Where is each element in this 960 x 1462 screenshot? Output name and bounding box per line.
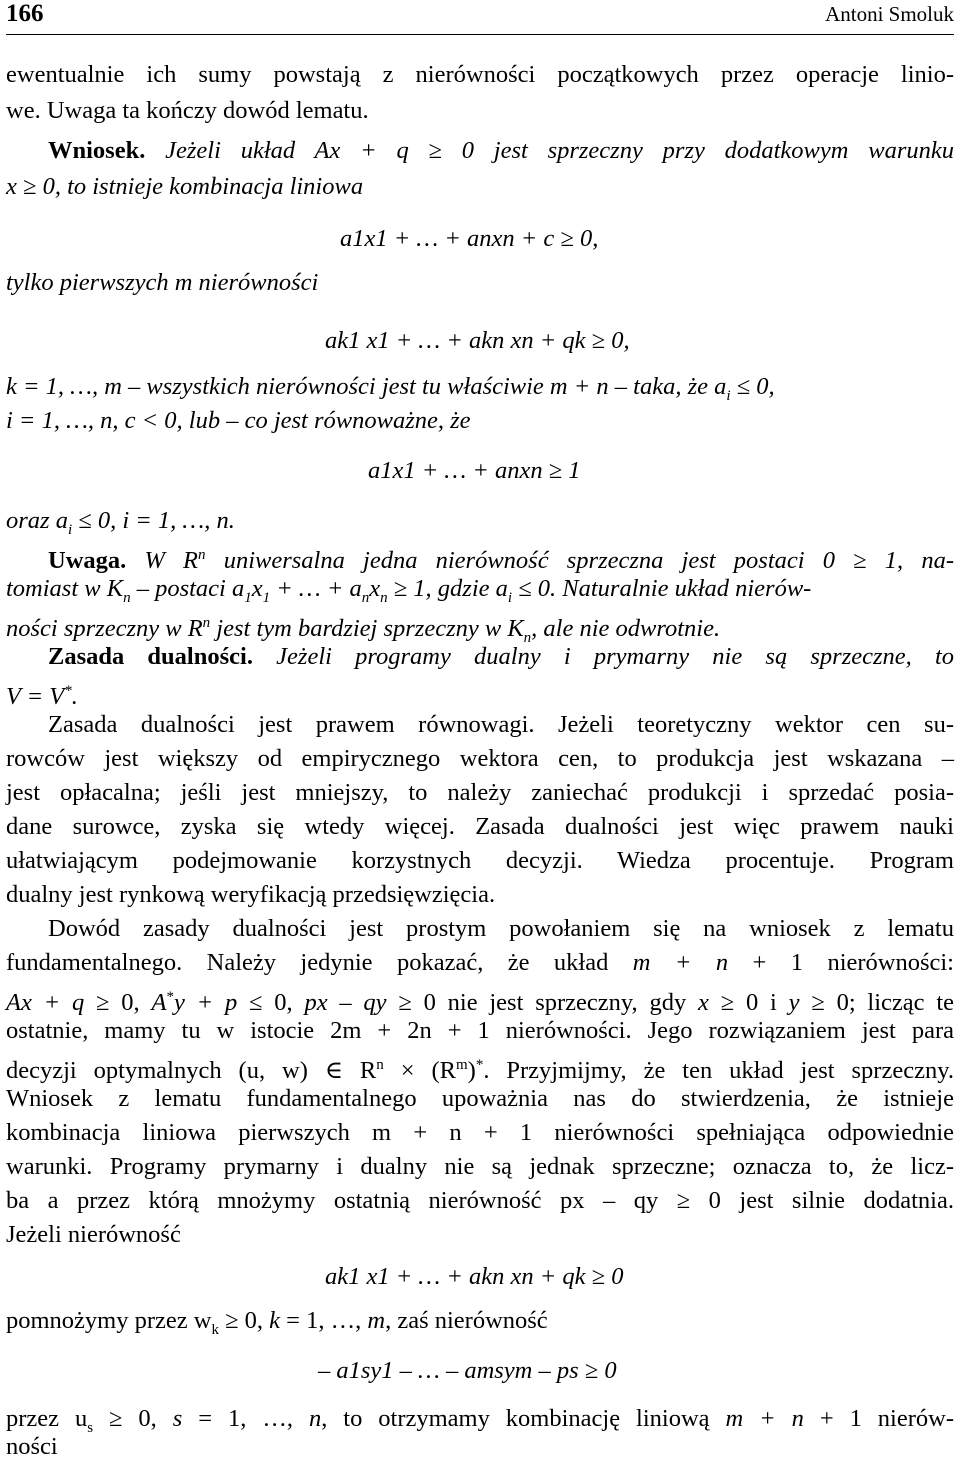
text-line: Zasada dualności jest prawem równowagi. Jeżeli teoretyczny wektor cen su- <box>48 711 954 738</box>
text-line: k = 1, …, m – wszystkich nierówności jest tu właściwie m + n – taka, że $a_i \le 0$, <box>6 373 775 404</box>
text-line: Ax + q ≥ 0, A*y + p ≤ 0, px – qy ≥ 0 nie jest sprzeczny, gdy x ≥ 0 i y ≥ 0; licząc te <box>6 989 955 1017</box>
page-header <box>6 0 954 35</box>
equation-3: a1x1 + … + anxn ≥ 1 <box>368 457 581 484</box>
running-author: Antoni Smoluk <box>825 2 954 26</box>
text-line: pomnożymy przez $w_k \ge 0$, k = 1, …, m, zaś nierówność <box>6 1307 548 1338</box>
text-line: we. Uwaga ta kończy dowód lematu. <box>6 97 369 124</box>
text-line: kombinacja liniowa pierwszych m + n + 1 nierówności spełniająca odpowiednie <box>6 1119 954 1146</box>
text-line: przez $u_s \ge 0$, s = 1, …, n, to otrzymamy kombinację liniową m + n + 1 nierów- <box>6 1405 954 1436</box>
text-line: Jeżeli nierówność <box>6 1221 181 1248</box>
text-line: ułatwiającym podejmowanie korzystnych decyzji. Wiedza procentuje. Program <box>6 847 954 874</box>
equation-1: a1x1 + … + anxn + c ≥ 0, <box>340 225 599 252</box>
text-line: ewentualnie ich sumy powstają z nierówności początkowych przez operacje linio- <box>6 61 954 88</box>
text-line: ostatnie, mamy tu w istocie 2m + 2n + 1 nierówności. Jego rozwiązaniem jest para <box>6 1017 954 1044</box>
equation-2: ak1 x1 + … + akn xn + qk ≥ 0, <box>325 327 630 354</box>
remark-line: Uwaga. W $R^n$ uniwersalna jedna nierówność sprzeczna jest postaci 0 ≥ 1, na- <box>48 547 954 575</box>
text-line: ności <box>6 1433 58 1460</box>
text-line: dualny jest rynkową weryfikacją przedsięwzięcia. <box>6 881 496 908</box>
text-line: fundamentalnego. Należy jedynie pokazać, że układ m + n + 1 nierówności: <box>6 949 954 976</box>
text-line: Wniosek z lematu fundamentalnego upoważnia nas do stwierdzenia, że istnieje <box>6 1085 954 1112</box>
text-line: warunki. Programy prymarny i dualny nie są jednak sprzeczne; oznacza to, że licz- <box>6 1153 954 1180</box>
text-line: ności sprzeczny w $R^n$ jest tym bardziej sprzeczny w $K_n$, ale nie odwrotnie. <box>6 615 721 647</box>
text-line: decyzji optymalnych (u, w) ∈ $R^n \times (R^m)^*$. Przyjmijmy, że ten układ jest sprzeczny. <box>6 1057 954 1085</box>
text-line: ba a przez którą mnożymy ostatnią nierówność px – qy ≥ 0 jest silnie dodatnia. <box>6 1187 954 1214</box>
text-line: jest opłacalna; jeśli jest mniejszy, to należy zaniechać produkcji i sprzedać posia- <box>6 779 954 806</box>
text-line: tomiast w $K_n$ – postaci $a_1x_1$ + … + $a_nx_n \ge 1$, gdzie $a_i \le 0$. Naturalnie układ nierów- <box>6 575 812 606</box>
text-line: i = 1, …, n, c < 0, lub – co jest równoważne, że <box>6 407 471 434</box>
corollary-line: Wniosek. Jeżeli układ Ax + q ≥ 0 jest sprzeczny przy dodatkowym warunku <box>48 137 954 164</box>
equation-5: – a1sy1 – … – amsym – ps ≥ 0 <box>318 1357 617 1384</box>
text-line: rowców jest większy od empirycznego wektora cen, to produkcja jest wskazana – <box>6 745 954 772</box>
text-line: dane surowce, zyska się wtedy więcej. Zasada dualności jest więc prawem nauki <box>6 813 954 840</box>
text-line: Dowód zasady dualności jest prostym powołaniem się na wniosek z lematu <box>48 915 954 942</box>
page-number: 166 <box>6 0 44 27</box>
text-line: oraz $a_i \le 0$, i = 1, …, n. <box>6 507 235 538</box>
equation-4: ak1 x1 + … + akn xn + qk ≥ 0 <box>325 1263 624 1290</box>
text-line: x ≥ 0, to istnieje kombinacja liniowa <box>6 173 364 200</box>
text-line: tylko pierwszych m nierówności <box>6 269 319 296</box>
duality-principle-line: Zasada dualności. Jeżeli programy dualny i prymarny nie są sprzeczne, to <box>48 643 955 670</box>
text-line: V = V*. <box>6 683 78 711</box>
